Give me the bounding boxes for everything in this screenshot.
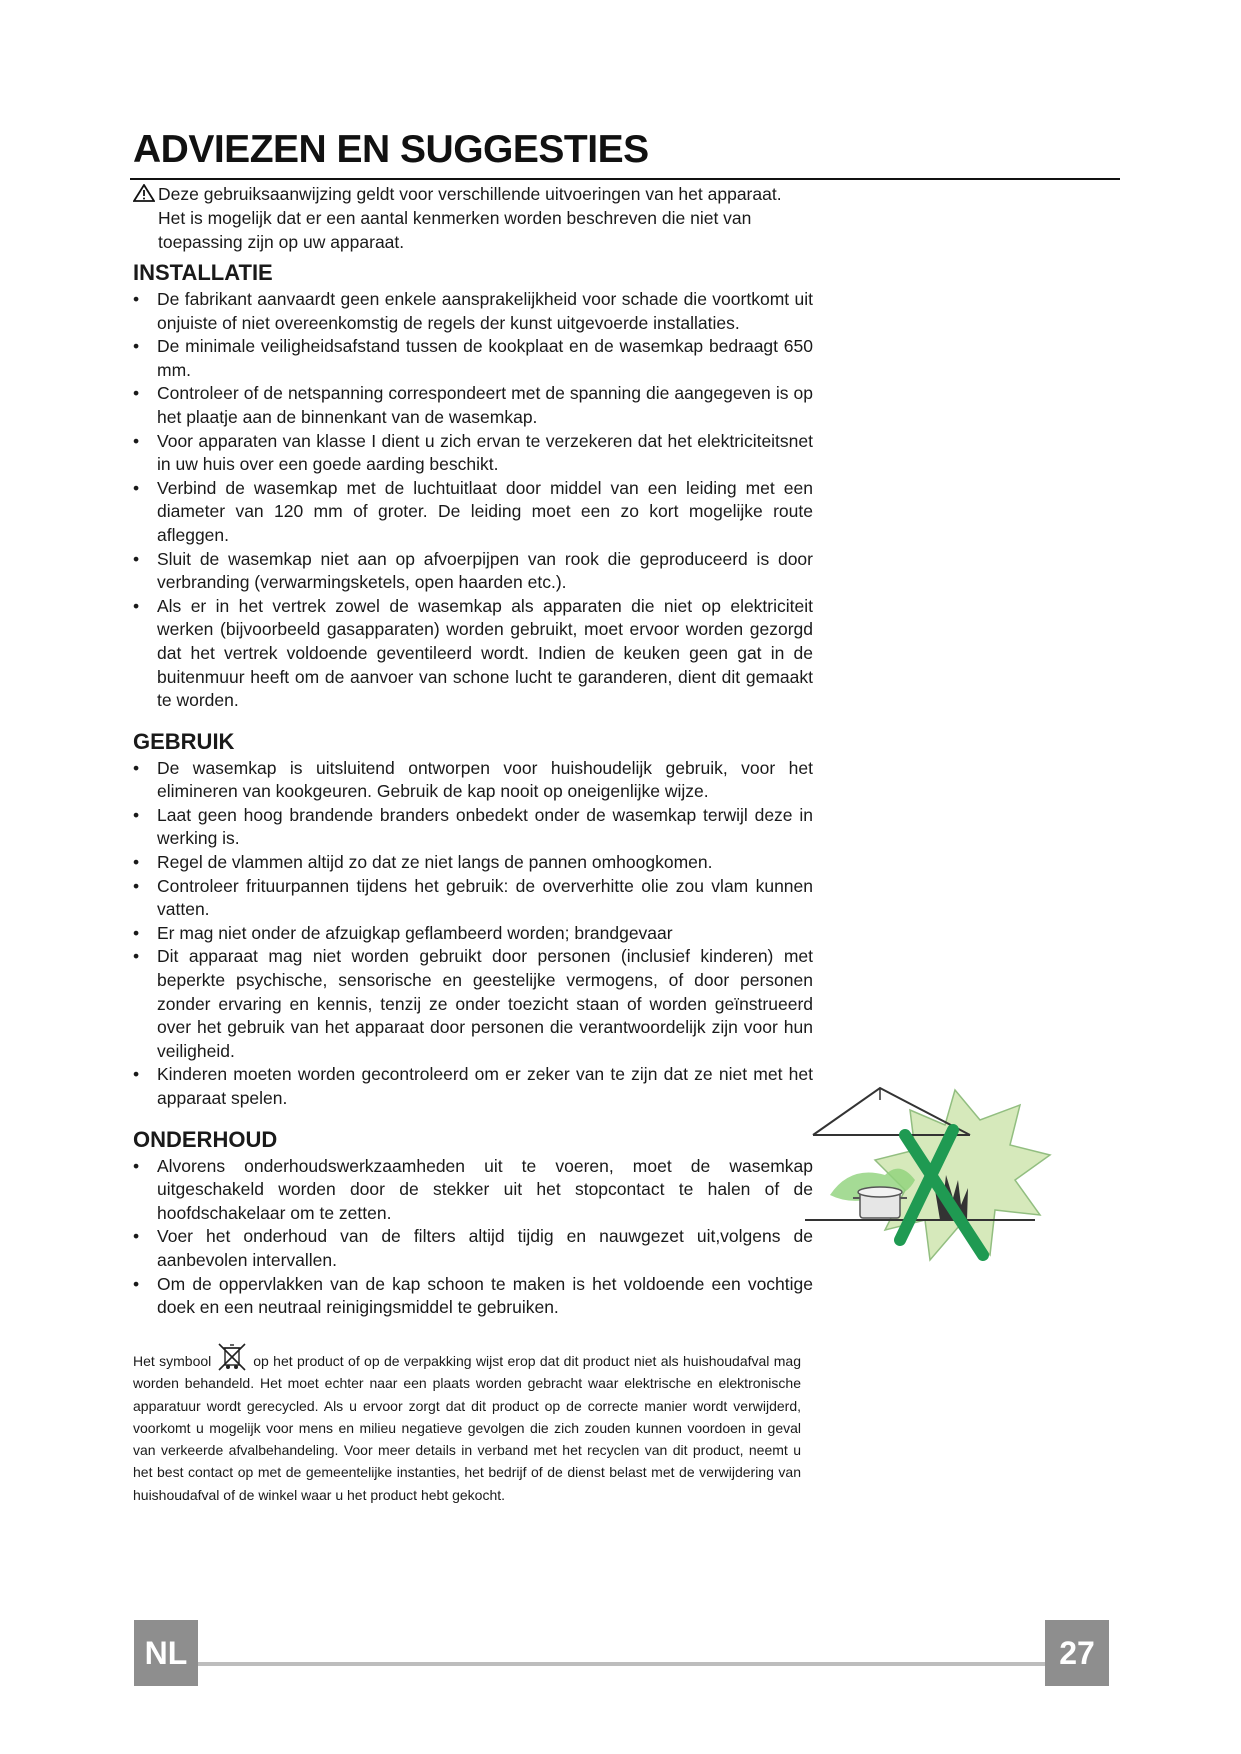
bullet-list xyxy=(133,757,813,1111)
list-item: • De minimale veiligheidsafstand tussen de kookplaat en de wasemkap bedraagt 650 mm. xyxy=(133,336,813,380)
list-item: • Er mag niet onder de afzuigkap geflambeerd worden; brandgevaar xyxy=(133,922,673,943)
list-item: • Laat geen hoog brandende branders onbedekt onder de wasemkap terwijl deze in werking is. xyxy=(133,804,813,849)
weee-disposal-notice xyxy=(133,1342,801,1506)
list-item: • De wasemkap is uitsluitend ontworpen voor huishoudelijk gebruik, voor het elimineren van kookgeuren. Gebruik de kap nooit op oneigenlijke wijze. xyxy=(133,757,813,802)
intro-text-2: Het is mogelijk dat er een aantal kenmerken worden beschreven die niet van toepassing zijn op uw apparaat. xyxy=(158,208,752,252)
bullet-list xyxy=(133,1155,813,1320)
page-title: ADVIEZEN EN SUGGESTIES xyxy=(133,128,649,171)
list-item: • Om de oppervlakken van de kap schoon te maken is het voldoende een vochtige doek en een neutraal reinigingsmiddel te gebruiken. xyxy=(133,1273,813,1318)
section-installatie xyxy=(133,258,813,713)
warning-triangle-icon xyxy=(133,184,155,202)
list-item: • Controleer of de netspanning correspondeert met de spanning die aangegeven is op het plaatje aan de binnenkant van de wasemkap. xyxy=(133,383,813,427)
weee-text-after: op het product of op de verpakking wijst erop dat dit product niet als huishoudafval mag worden behandeld. Het moet echter naar een plaats worden gebracht waar elektrische en elektronische apparatuur wordt gerecycled. Als u ervoor zorgt dat dit product op de correcte manier wordt verwijderd, voorkomt u mogelijk voor mens en milieu negatieve gevolgen die zich zouden kunnen voordoen in geval van verkeerde afvalbehandeling. Voor meer details in verband met het recyclen van dit product, neemt u het best contact op met de gemeentelijke instanties, het bedrijf of de dienst belast met de verwijdering van huishoudafval of de winkel waar u het product hebt gekocht. xyxy=(133,1353,801,1503)
section-onderhoud xyxy=(133,1125,813,1320)
section-heading: GEBRUIK xyxy=(133,728,235,754)
section-heading: INSTALLATIE xyxy=(133,260,273,285)
bullet-list xyxy=(133,288,813,713)
list-item: • Voor apparaten van klasse I dient u zich ervan te verzekeren dat het elektriciteitsnet in uw huis over een goede aarding beschikt. xyxy=(133,430,813,475)
advice-sections xyxy=(133,258,813,1334)
list-item: • De fabrikant aanvaardt geen enkele aansprakelijkheid voor schade die voortkomt uit onjuiste of niet overeenkomstig de regels der kunst uitgevoerde installaties. xyxy=(133,289,813,333)
page-number: 27 xyxy=(1045,1620,1109,1686)
list-item: • Verbind de wasemkap met de luchtuitlaat door middel van een leiding met een diameter van 120 mm of groter. De leiding moet een zo kort mogelijke route afleggen. xyxy=(133,477,813,545)
no-flambe-under-hood-icon xyxy=(805,1080,1055,1290)
list-item: • Sluit de wasemkap niet aan op afvoerpijpen van rook die geproduceerd is door verbranding (verwarmingsketels, open haarden etc.). xyxy=(133,548,813,593)
list-item: • Alvorens onderhoudswerkzaamheden uit te voeren, moet de wasemkap uitgeschakeld worden door de stekker uit het stopcontact te halen of de hoofdschakelaar om te zetten. xyxy=(133,1155,813,1223)
title-divider xyxy=(130,178,1120,180)
list-item: • Dit apparaat mag niet worden gebruikt door personen (inclusief kinderen) met beperkte psychische, sensorische en geestelijke vermogens, of door personen zonder ervaring en kennis, tenzij ze onder toezicht staan of worden geïnstrueerd over het gebruik van het apparaat door personen die verantwoordelijk zijn voor hun veiligheid. xyxy=(133,946,813,1061)
weee-text-before: Het symbool xyxy=(133,1353,212,1369)
list-item: • Regel de vlammen altijd zo dat ze niet langs de pannen omhoogkomen. xyxy=(133,852,713,873)
intro-line-1 xyxy=(133,182,813,206)
list-item: • Kinderen moeten worden gecontroleerd om er zeker van te zijn dat ze niet met het apparaat spelen. xyxy=(133,1064,813,1108)
list-item: • Voer het onderhoud van de filters altijd tijdig en nauwgezet uit,volgens de aanbevolen intervallen. xyxy=(133,1226,813,1270)
intro-text-1: Deze gebruiksaanwijzing geldt voor verschillende uitvoeringen van het apparaat. xyxy=(158,184,782,204)
list-item: • Controleer frituurpannen tijdens het gebruik: de oververhitte olie zou vlam kunnen vatten. xyxy=(133,875,813,920)
intro-note xyxy=(133,182,813,254)
footer-rule xyxy=(134,1662,1109,1666)
crossed-out-wheelie-bin-icon xyxy=(215,1342,249,1372)
section-heading: ONDERHOUD xyxy=(133,1126,278,1152)
list-item: • Als er in het vertrek zowel de wasemkap als apparaten die niet op elektriciteit werken (bijvoorbeeld gasapparaten) worden gebruikt, moet ervoor worden gezorgd dat het vertrek voldoende geventileerd wordt. Indien de keuken geen gat in de buitenmuur heeft om de aanvoer van schone lucht te garanderen, dient dit gemaakt te worden. xyxy=(133,595,813,711)
language-badge: NL xyxy=(134,1620,198,1686)
section-gebruik xyxy=(133,727,813,1111)
